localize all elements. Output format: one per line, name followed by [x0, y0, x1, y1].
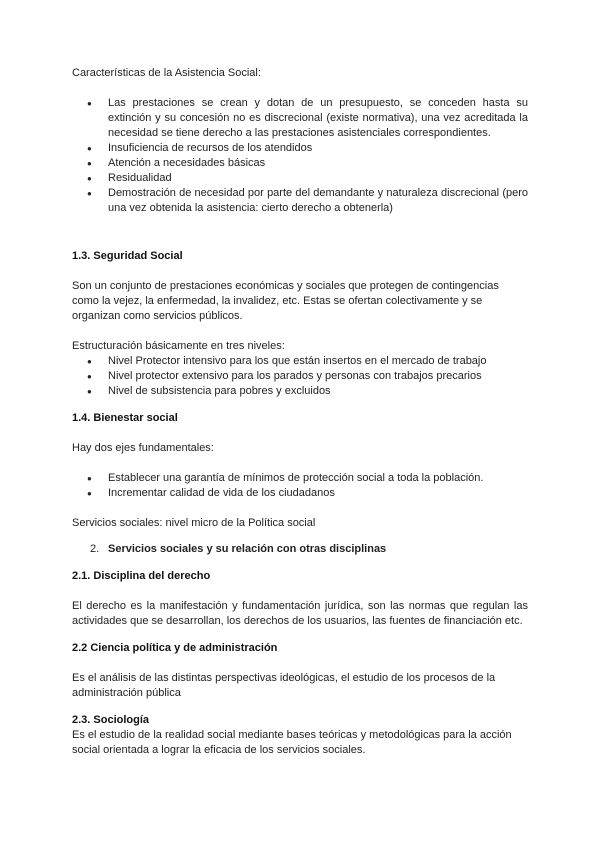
list-item: ● Las prestaciones se crean y dotan de un presupuesto, se conceden hasta su extinción y su concesión no es discrecional (existe normativa), una vez acreditada la necesidad se tiene derecho a las prestaciones asistenciales correspondientes.	[72, 96, 528, 141]
document-page	[72, 66, 528, 758]
list-item: ● Establecer una garantía de mínimos de protección social a toda la población.	[72, 471, 528, 486]
derecho-heading: 2.1. Disciplina del derecho	[72, 570, 211, 582]
section-2-title: Servicios sociales y su relación con otras disciplinas	[108, 543, 387, 555]
servicios-note: Servicios sociales: nivel micro de la Política social	[72, 517, 316, 529]
list-item: ● Residualidad	[72, 171, 528, 186]
sociologia-paragraph: Es el estudio de la realidad social mediante bases teóricas y metodológicas para la acción social orientada a lograr la eficacia de los servicios sociales.	[72, 729, 512, 756]
intro-heading: Características de la Asistencia Social:	[72, 67, 261, 79]
niveles-list	[72, 354, 528, 399]
list-item: ● Incrementar calidad de vida de los ciudadanos	[72, 486, 528, 501]
caracteristicas-list	[72, 96, 528, 216]
list-item: ● Nivel protector extensivo para los parados y personas con trabajos precarios	[72, 369, 528, 384]
list-item: ● Insuficiencia de recursos de los atendidos	[72, 141, 528, 156]
section-2-heading	[72, 542, 528, 557]
ciencia-paragraph: Es el análisis de las distintas perspectivas ideológicas, el estudio de los procesos de la administración pública	[72, 672, 496, 699]
ciencia-heading: 2.2 Ciencia política y de administración	[72, 642, 278, 654]
section-2-number: 2.	[90, 543, 100, 555]
ejes-list	[72, 471, 528, 501]
bienestar-heading: 1.4. Bienestar social	[72, 412, 178, 424]
derecho-paragraph: El derecho es la manifestación y fundamentación jurídica, son las normas que regulan las actividades que se desarrollan, los derechos de los usuarios, las fuentes de financiación etc.	[72, 600, 528, 627]
bienestar-intro: Hay dos ejes fundamentales:	[72, 442, 214, 454]
list-item: ● Demostración de necesidad por parte del demandante y naturaleza discrecional (pero una vez obtenida la asistencia: cierto derecho a obtenerla)	[72, 186, 528, 216]
list-item: ● Nivel de subsistencia para pobres y excluidos	[72, 384, 528, 399]
list-item: ● Atención a necesidades básicas	[72, 156, 528, 171]
list-item: ● Nivel Protector intensivo para los que están insertos en el mercado de trabajo	[72, 354, 528, 369]
seguridad-heading: 1.3. Seguridad Social	[72, 250, 183, 262]
estructura-intro: Estructuración básicamente en tres niveles:	[72, 340, 285, 352]
sociologia-heading: 2.3. Sociología	[72, 714, 150, 726]
seguridad-paragraph: Son un conjunto de prestaciones económicas y sociales que protegen de contingencias como la vejez, la enfermedad, la invalidez, etc. Estas se ofertan colectivamente y se organizan como servicios públicos.	[72, 280, 499, 322]
